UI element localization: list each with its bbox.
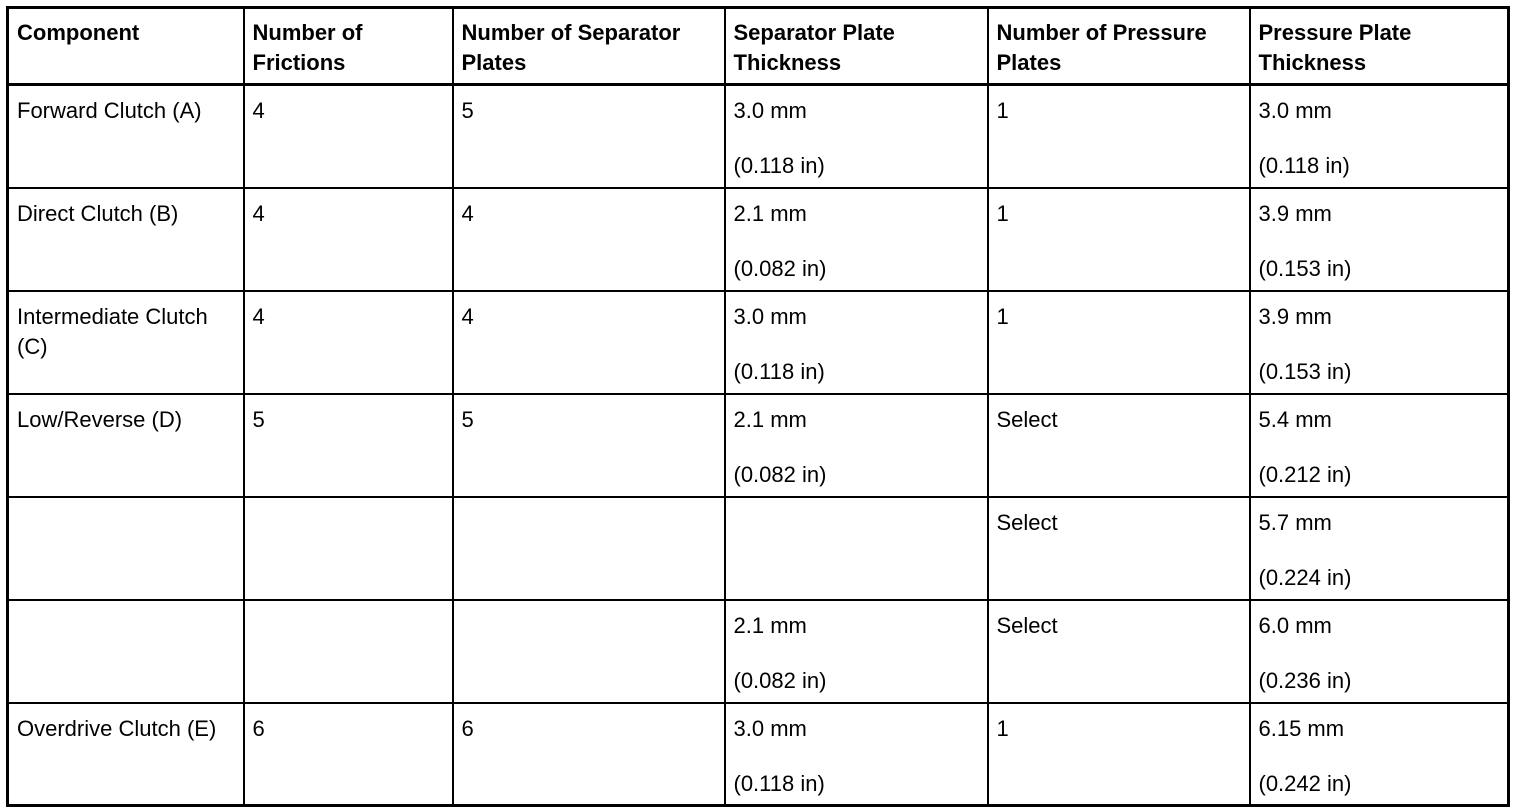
separator-thickness-in: (0.082 in): [733, 461, 827, 487]
cell-component: [8, 497, 244, 600]
cell-frictions: 4: [244, 85, 453, 188]
cell-separator-plates: 4: [453, 188, 725, 291]
cell-pressure-plates: 1: [988, 291, 1250, 394]
table-row: [8, 703, 1509, 806]
cell-separator-plates: 5: [453, 394, 725, 497]
pressure-thickness-in: (0.236 in): [1258, 667, 1352, 693]
separator-thickness-in: (0.118 in): [733, 770, 825, 796]
cell-pressure-plates: Select: [988, 497, 1250, 600]
cell-separator-thickness: [725, 394, 988, 497]
cell-component: [8, 600, 244, 703]
cell-separator-thickness: [725, 291, 988, 394]
cell-separator-plates: [453, 600, 725, 703]
cell-pressure-thickness: [1250, 188, 1509, 291]
cell-component: Intermediate Clutch (C): [8, 291, 244, 394]
table-row: [8, 600, 1509, 703]
table-row: [8, 85, 1509, 188]
cell-component: Overdrive Clutch (E): [8, 703, 244, 806]
cell-separator-plates: 5: [453, 85, 725, 188]
pressure-thickness-mm: 3.9 mm: [1258, 200, 1332, 226]
cell-separator-thickness: [725, 188, 988, 291]
header-pressure-plate-thickness: Pressure Plate Thickness: [1250, 8, 1509, 85]
header-number-of-pressure-plates: Number of Pressure Plates: [988, 8, 1250, 85]
cell-separator-thickness: [725, 497, 988, 600]
separator-thickness-in: (0.118 in): [733, 153, 825, 178]
cell-separator-thickness: [725, 85, 988, 188]
pressure-thickness-in: (0.153 in): [1258, 358, 1352, 384]
pressure-thickness-in: (0.212 in): [1258, 461, 1352, 487]
table-row: [8, 188, 1509, 291]
pressure-thickness-mm: 6.15 mm: [1258, 715, 1345, 741]
table-row: [8, 394, 1509, 497]
pressure-thickness-in: (0.242 in): [1258, 770, 1352, 796]
cell-frictions: 6: [244, 703, 453, 806]
cell-frictions: [244, 497, 453, 600]
pressure-thickness-mm: 5.7 mm: [1258, 509, 1332, 535]
cell-separator-plates: 6: [453, 703, 725, 806]
separator-thickness-mm: 2.1 mm: [733, 200, 807, 226]
header-separator-plate-thickness: Separator Plate Thickness: [725, 8, 988, 85]
cell-frictions: 5: [244, 394, 453, 497]
pressure-thickness-mm: 5.4 mm: [1258, 406, 1332, 432]
separator-thickness-mm: 2.1 mm: [733, 406, 807, 432]
pressure-thickness-in: (0.224 in): [1258, 564, 1352, 590]
cell-pressure-thickness: [1250, 394, 1509, 497]
cell-pressure-thickness: [1250, 85, 1509, 188]
header-component: Component: [8, 8, 244, 85]
clutch-spec-table: [6, 6, 1510, 807]
pressure-thickness-in: (0.153 in): [1258, 255, 1352, 281]
header-number-of-frictions: Number of Frictions: [244, 8, 453, 85]
cell-frictions: 4: [244, 291, 453, 394]
cell-pressure-thickness: [1250, 291, 1509, 394]
cell-pressure-thickness: [1250, 600, 1509, 703]
pressure-thickness-mm: 3.9 mm: [1258, 303, 1332, 329]
separator-thickness-mm: 3.0 mm: [733, 98, 807, 123]
pressure-thickness-mm: 6.0 mm: [1258, 612, 1332, 638]
cell-pressure-plates: Select: [988, 394, 1250, 497]
cell-component: Low/Reverse (D): [8, 394, 244, 497]
separator-thickness-mm: 3.0 mm: [733, 715, 807, 741]
cell-component: Forward Clutch (A): [8, 85, 244, 188]
cell-pressure-plates: Select: [988, 600, 1250, 703]
cell-separator-thickness: [725, 703, 988, 806]
cell-component: Direct Clutch (B): [8, 188, 244, 291]
separator-thickness-in: (0.082 in): [733, 667, 827, 693]
cell-pressure-plates: 1: [988, 188, 1250, 291]
separator-thickness-mm: 2.1 mm: [733, 612, 807, 638]
cell-frictions: [244, 600, 453, 703]
cell-separator-thickness: [725, 600, 988, 703]
header-number-of-separator-plates: Number of Separator Plates: [453, 8, 725, 85]
separator-thickness-in: (0.082 in): [733, 255, 827, 281]
separator-thickness-in: (0.118 in): [733, 358, 825, 384]
table-row: [8, 291, 1509, 394]
clutch-spec-table-container: [6, 6, 1510, 807]
cell-frictions: 4: [244, 188, 453, 291]
separator-thickness-mm: 3.0 mm: [733, 303, 807, 329]
cell-pressure-thickness: [1250, 497, 1509, 600]
cell-pressure-thickness: [1250, 703, 1509, 806]
cell-pressure-plates: 1: [988, 703, 1250, 806]
cell-separator-plates: [453, 497, 725, 600]
pressure-thickness-mm: 3.0 mm: [1258, 98, 1332, 123]
pressure-thickness-in: (0.118 in): [1258, 153, 1350, 178]
cell-separator-plates: 4: [453, 291, 725, 394]
cell-pressure-plates: 1: [988, 85, 1250, 188]
header-row: [8, 8, 1509, 85]
table-row: [8, 497, 1509, 600]
